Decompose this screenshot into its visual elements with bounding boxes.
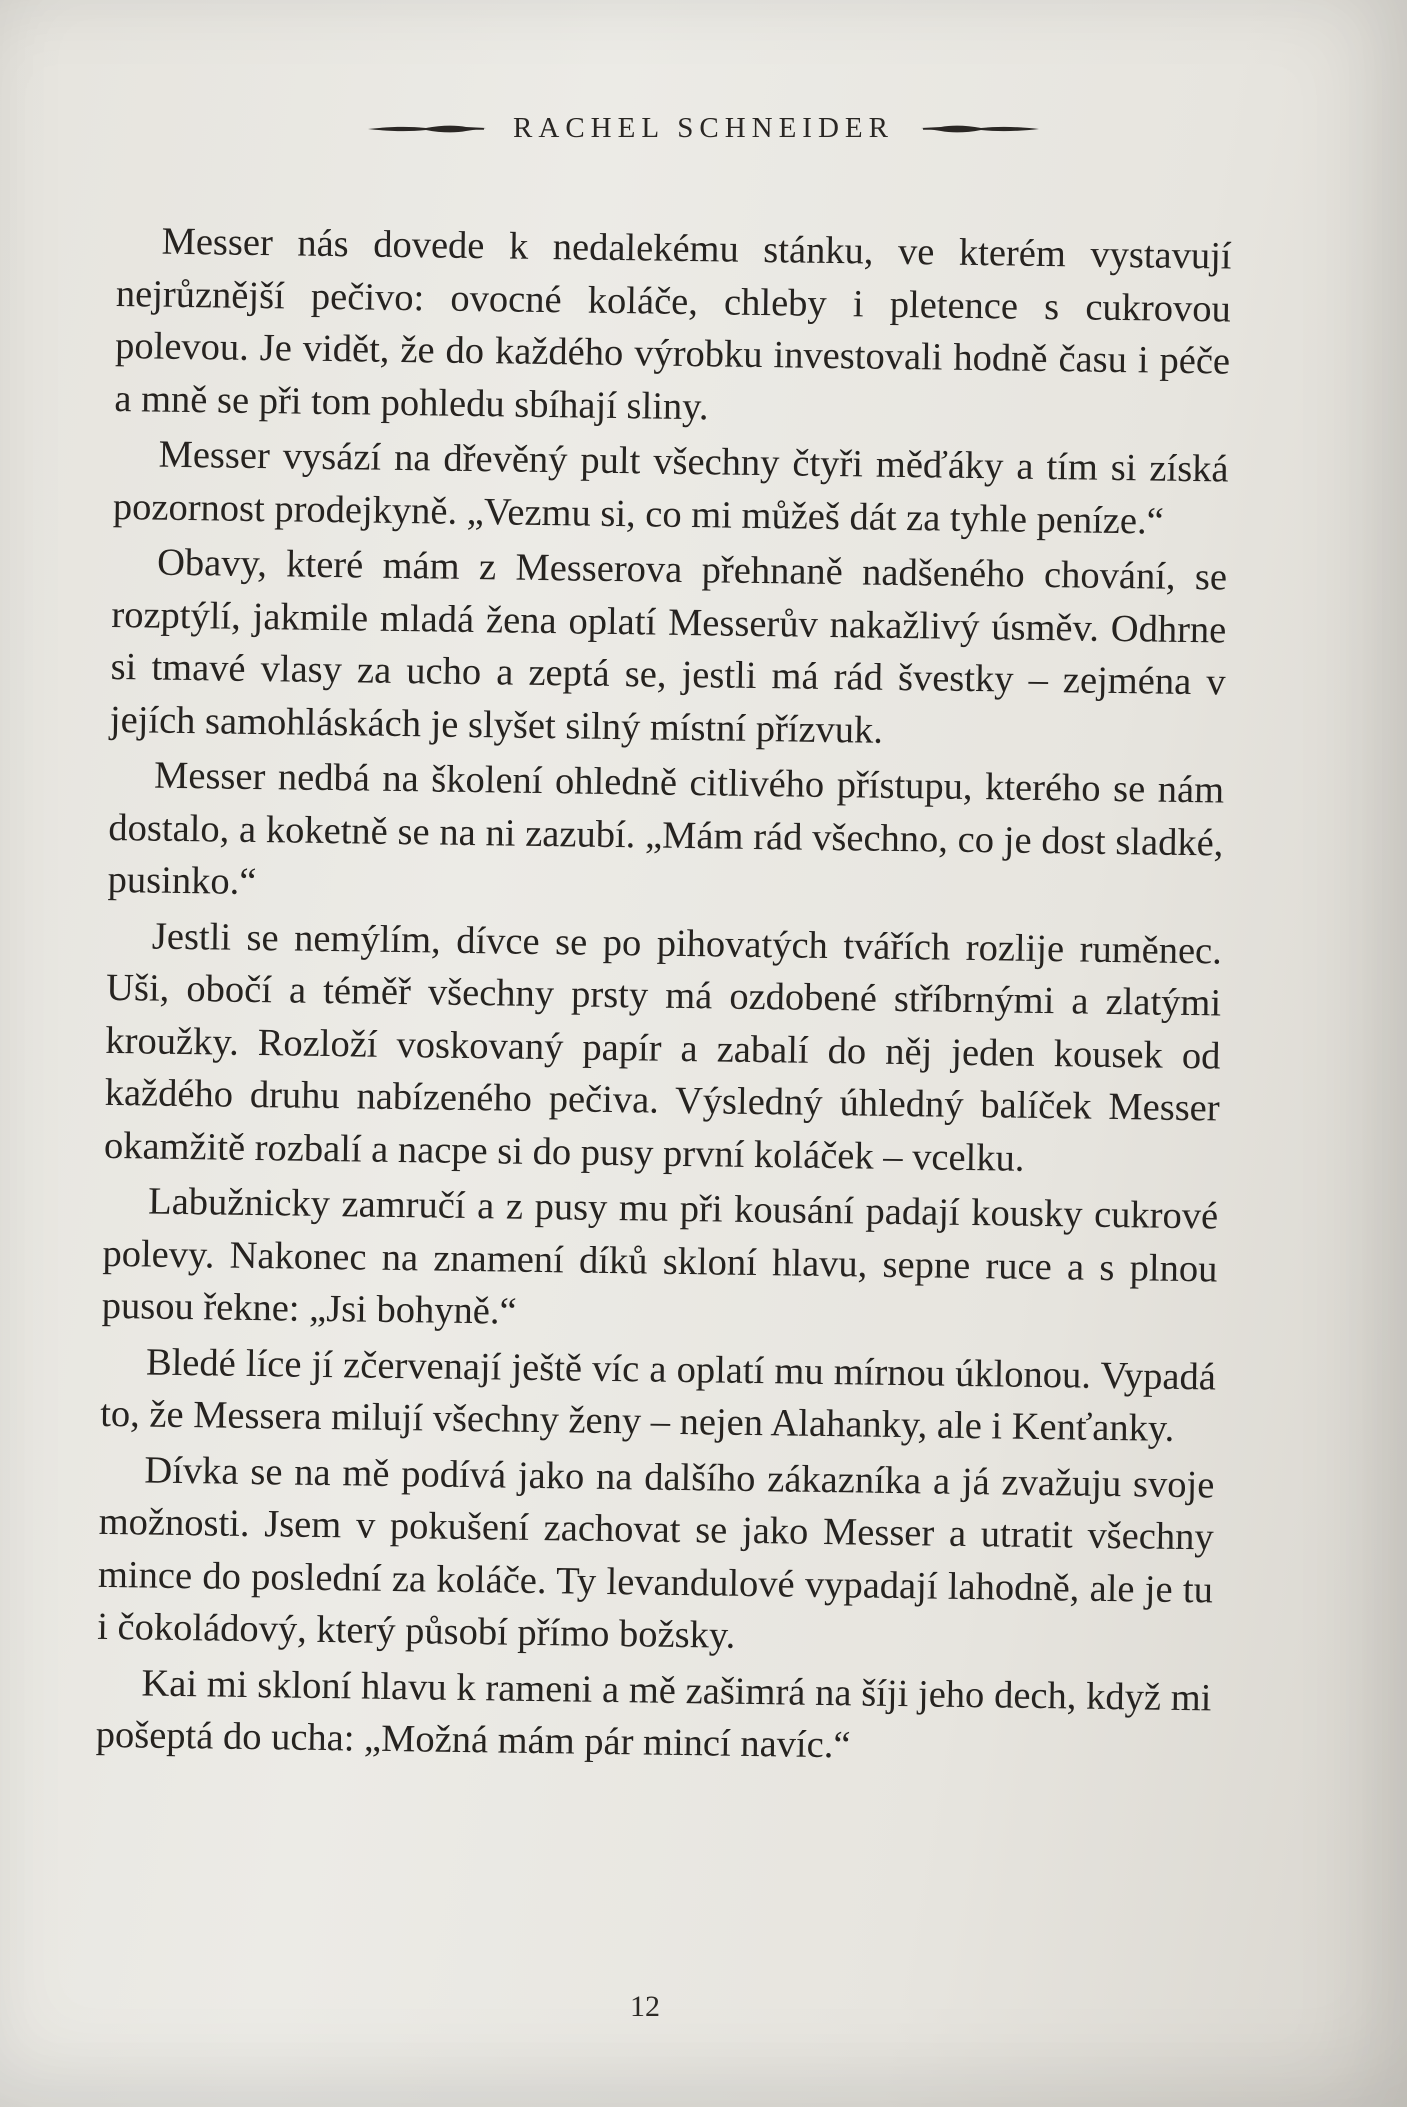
page-number: 12	[630, 1990, 660, 2023]
paragraph: Jestli se nemýlím, dívce se po pihovatých tvářích rozlije ruměnec. Uši, obočí a téměř všechny prsty má ozdobené stříbrnými a zlatými kroužky. Rozloží voskovaný papír a zabalí do něj jeden kousek od každého druhu nabízeného pečiva. Výsledný úhledný balíček Messer okamžitě rozbalí a nacpe si do pusy první koláček – vcelku.	[103, 915, 1223, 1180]
paragraph: Bledé líce jí zčervenají ještě víc a oplatí mu mírnou úklonou. Vypadá to, že Messera milují všechny ženy – nejen Alahanky, ale i Kenťanky.	[99, 1341, 1217, 1450]
paragraph: Dívka se na mě podívá jako na dalšího zákazníka a já zvažuju svoje možnosti. Jsem v pokušení zachovat se jako Messer a utratit všechny mince do poslední za koláče. Ty levandulové vypadají lahodně, ale je tu i čokoládový, který působí přímo božsky.	[96, 1449, 1215, 1657]
paragraph: Messer vysází na dřevěný pult všechny čtyři měďáky a tím si získá pozornost prodejkyně. „Vezmu si, co mi můžeš dát za tyhle peníze.“	[112, 433, 1229, 543]
paragraph: Messer nás dovede k nedalekému stánku, ve kterém vystavují nejrůznější pečivo: ovocné koláče, chleby i pletence s cukrovou polevou. Je vidět, že do každého výrobku investovali hodně času i péče a mně se při tom pohledu sbíhají sliny.	[114, 220, 1232, 428]
running-head-title: RACHEL SCHNEIDER	[513, 112, 894, 144]
running-head	[0, 112, 1407, 145]
body-text	[95, 215, 1232, 1780]
ornament-rule-right-icon	[916, 120, 1041, 138]
paragraph: Labužnicky zamručí a z pusy mu při kousání padají kousky cukrové polevy. Nakonec na znamení díků skloní hlavu, sepne ruce a s plnou pusou řekne: „Jsi bohyně.“	[101, 1180, 1219, 1333]
ornament-rule-left-icon	[366, 120, 491, 138]
paragraph: Kai mi skloní hlavu k rameni a mě zašimrá na šíji jeho dech, když mi pošeptá do ucha: „Možná mám pár mincí navíc.“	[95, 1661, 1212, 1767]
paragraph: Messer nedbá na školení ohledně citlivého přístupu, kterého se nám dostalo, a koketně se na ni zazubí. „Mám rád všechno, co je dost sladké, pusinko.“	[107, 754, 1225, 904]
paragraph: Obavy, které mám z Messerova přehnaně nadšeného chování, se rozptýlí, jakmile mladá žena oplatí Messerův nakažlivý úsměv. Odhrne si tmavé vlasy za ucho a zeptá se, jestli má rád švestky – zejména v jejích samohláskách je slyšet silný místní přízvuk.	[109, 541, 1228, 752]
